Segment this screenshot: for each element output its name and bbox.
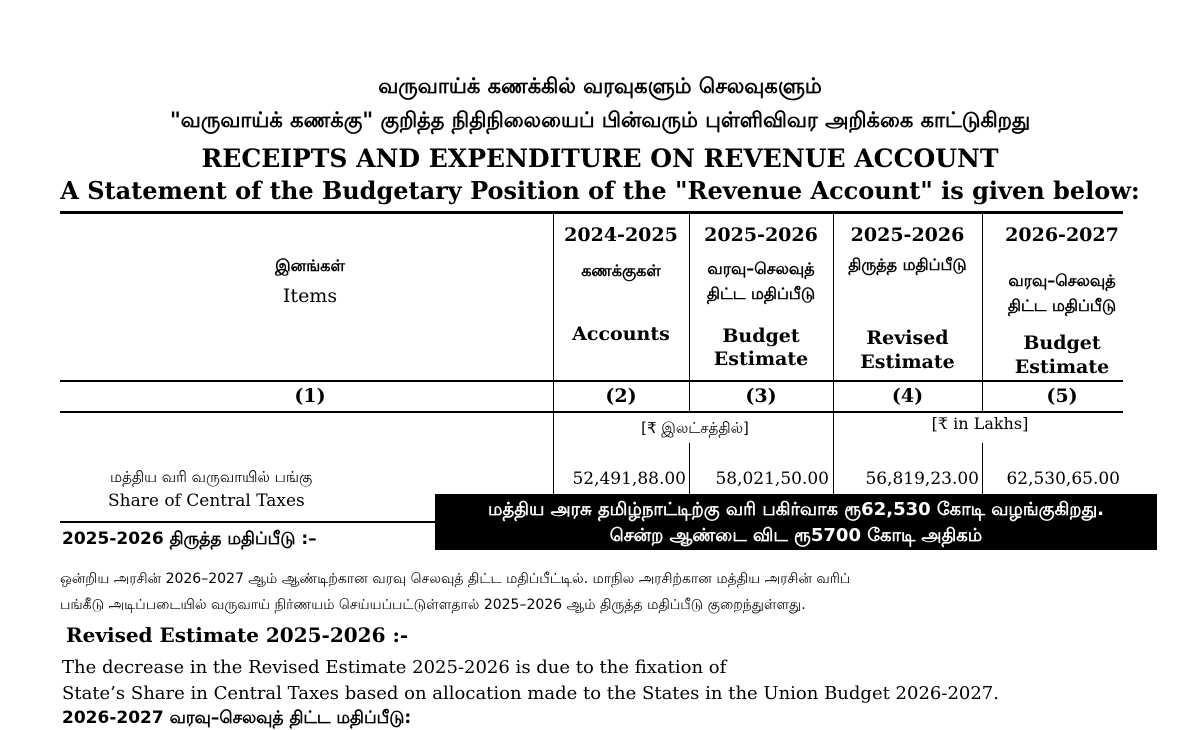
row-value-2026-27-be: 62,530,65.00 [1006,469,1120,489]
col2-number: (2) [605,385,637,407]
col3-year: 2025-2026 [704,224,818,246]
english-subtitle: A Statement of the Budgetary Position of the "Revenue Account" is given below: [60,176,1140,205]
col5-number: (5) [1046,385,1078,407]
units-tamil: [₹ இலட்சத்தில்] [641,419,749,437]
tamil-section-heading: 2025-2026 திருத்த மதிப்பீடு :– [62,529,317,549]
col2-tamil: கணக்குகள் [581,261,661,280]
col4-number: (4) [891,385,924,407]
col5-english-1: Budget [1023,332,1101,354]
col3-tamil-1: வரவு–செலவுத் [707,259,815,278]
col3-english-2: Estimate [713,348,809,370]
english-title: RECEIPTS AND EXPENDITURE ON REVENUE ACCOUNT [201,144,999,173]
col2-english: Accounts [572,323,670,345]
col4-english-2: Estimate [860,351,955,373]
col1-english-header: Items [282,285,338,307]
col3-tamil-2: திட்ட மதிப்பீடு [706,284,816,303]
row-value-2024-25: 52,491,88.00 [572,469,686,489]
row-value-2025-26-be: 58,021,50.00 [715,469,829,489]
row-item-english: Share of Central Taxes [108,491,305,511]
tamil-subtitle: "வருவாய்க் கணக்கு" குறித்த நிதிநிலையைப் பின்வரும் புள்ளிவிவர அறிக்கை காட்டுகிறது [169,108,1031,132]
cutoff-section-heading: 2026-2027 வரவு–செலவுத் திட்ட மதிப்பீடு: [62,708,412,728]
tamil-title: வருவாய்க் கணக்கில் வரவுகளும் செலவுகளும் [378,74,822,98]
col5-tamil-2: திட்ட மதிப்பீடு [1007,296,1117,315]
col5-english-2: Estimate [1014,356,1110,378]
row-value-2025-26-re: 56,819,23.00 [865,469,979,489]
col4-year: 2025-2026 [850,224,965,246]
col3-english-1: Budget [722,325,800,347]
table-bottom-border [60,521,436,523]
table-colnum-divider [60,411,1123,413]
english-para-line-1: The decrease in the Revised Estimate 2025-2026 is due to the fixation of [62,657,727,678]
units-english: [₹ in Lakhs] [931,414,1029,433]
english-para-line-2: State’s Share in Central Taxes based on allocation made to the States in the Union Budget 2026-2027. [62,683,999,704]
col1-number: (1) [294,385,326,407]
english-section-heading: Revised Estimate 2025-2026 :- [66,623,409,647]
row-item-tamil: மத்திய வரி வருவாயில் பங்கு [110,468,313,486]
table-header-divider [60,380,1123,382]
news-overlay-banner [435,494,1157,550]
tamil-para-line-1: ஒன்றிய அரசின் 2026–2027 ஆம் ஆண்டிற்கான வரவு செலவுத் திட்ட மதிப்பீட்டில். மாநில அரசிற்கான மத்திய அரசின் வரிப் [60,571,851,587]
col5-year: 2026-2027 [1005,224,1119,246]
col4-tamil: திருத்த மதிப்பீடு [848,255,967,274]
banner-line-2: சென்ற ஆண்டை விட ரூ5700 கோடி அதிகம் [609,525,983,546]
col4-english-1: Revised [866,327,949,349]
col2-year: 2024-2025 [564,224,678,246]
tamil-para-line-2: பங்கீடு அடிப்படையில் வருவாய் நிர்ணயம் செய்யப்பட்டுள்ளதால் 2025–2026 ஆம் திருத்த மதிப்பீடு குறைந்துள்ளது. [60,597,806,613]
col3-number: (3) [745,385,777,407]
banner-line-1: மத்திய அரசு தமிழ்நாட்டிற்கு வரி பகிர்வாக ரூ62,530 கோடி வழங்குகிறது. [487,499,1105,520]
table-top-border [60,211,1123,214]
col1-tamil-header: இனங்கள் [275,256,345,275]
col5-tamil-1: வரவு–செலவுத் [1008,271,1116,290]
